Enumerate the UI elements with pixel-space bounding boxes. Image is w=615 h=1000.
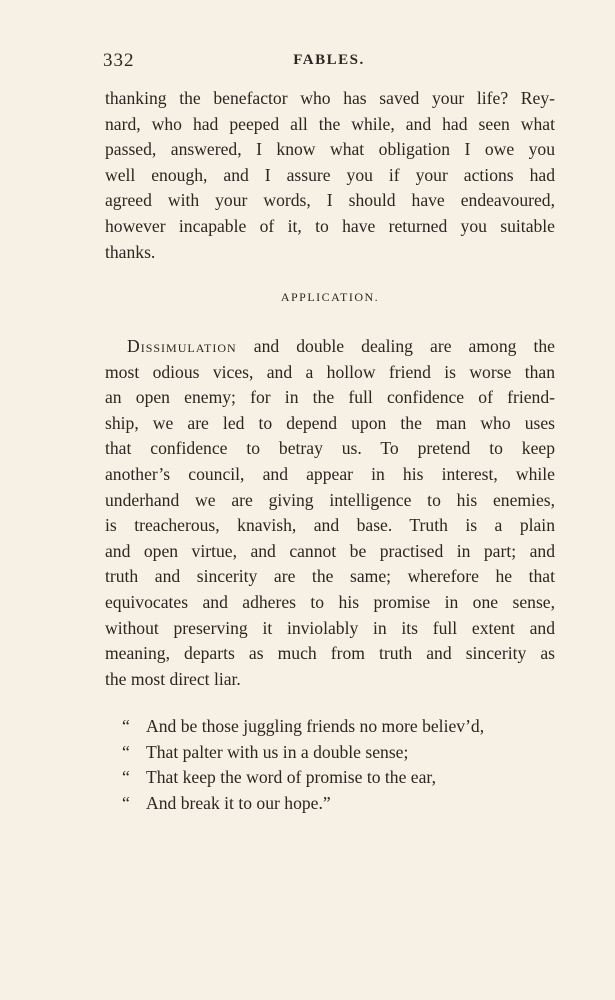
text-line: the most direct liar. [105, 668, 241, 689]
text-line: that confidence to betray us. To pretend to keep [105, 438, 555, 459]
text-line: without preserving it inviolably in its full extent and [105, 617, 555, 638]
verse-text: And break it to our hope.” [146, 792, 331, 813]
text-line: ship, we are led to depend upon the man who uses [105, 412, 555, 433]
text-line: another’s council, and appear in his interest, while [105, 463, 555, 484]
fable-ending-paragraph [105, 86, 555, 265]
verse-line [122, 765, 562, 791]
page-number: 332 [103, 50, 135, 71]
verse-text: That palter with us in a double sense; [146, 741, 409, 762]
text-line: equivocates and adheres to his promise in one sense, [105, 591, 555, 612]
text-line: an open enemy; for in the full confidence of friend- [105, 387, 555, 408]
running-title: FABLES. [293, 52, 365, 68]
text-line: is treacherous, knavish, and base. Truth is a plain [105, 515, 555, 536]
text-line: and open virtue, and cannot be practised in part; and [105, 540, 555, 561]
verse-line [122, 714, 562, 740]
text-line: however incapable of it, to have returned you suitable [105, 215, 555, 236]
text-line: truth and sincerity are the same; wherefore he that [105, 566, 555, 587]
open-quote: “ [122, 741, 130, 762]
text-line: underhand we are giving intelligence to his enemies, [105, 489, 555, 510]
text-line: thanking the benefactor who has saved your life? Rey- [105, 88, 555, 108]
open-quote: “ [122, 767, 130, 787]
verse-text: And be those juggling friends no more believ’d, [146, 716, 485, 736]
text-line: thanks. [105, 241, 156, 262]
open-quote: “ [122, 716, 130, 736]
open-quote: “ [122, 792, 130, 813]
page-header [103, 50, 555, 74]
drop-word: Dissimulation [127, 336, 237, 356]
text-line: agreed with your words, I should have endeavoured, [105, 190, 555, 211]
text-line: nard, who had peeped all the while, and had seen what [105, 113, 555, 134]
text-line: well enough, and I assure you if your actions had [105, 164, 555, 185]
section-heading: APPLICATION. [280, 290, 380, 304]
text-line-first [105, 334, 555, 360]
verse-line [122, 791, 562, 817]
first-line-rest: and double dealing are among the [236, 336, 555, 356]
text-line: meaning, departs as much from truth and sincerity as [105, 643, 555, 664]
verse-quotation [122, 714, 562, 816]
application-paragraph [105, 334, 555, 692]
verse-text: That keep the word of promise to the ear, [146, 767, 436, 787]
verse-line [122, 740, 562, 766]
text-line: most odious vices, and a hollow friend is worse than [105, 361, 555, 382]
text-line: passed, answered, I know what obligation I owe you [105, 139, 555, 160]
